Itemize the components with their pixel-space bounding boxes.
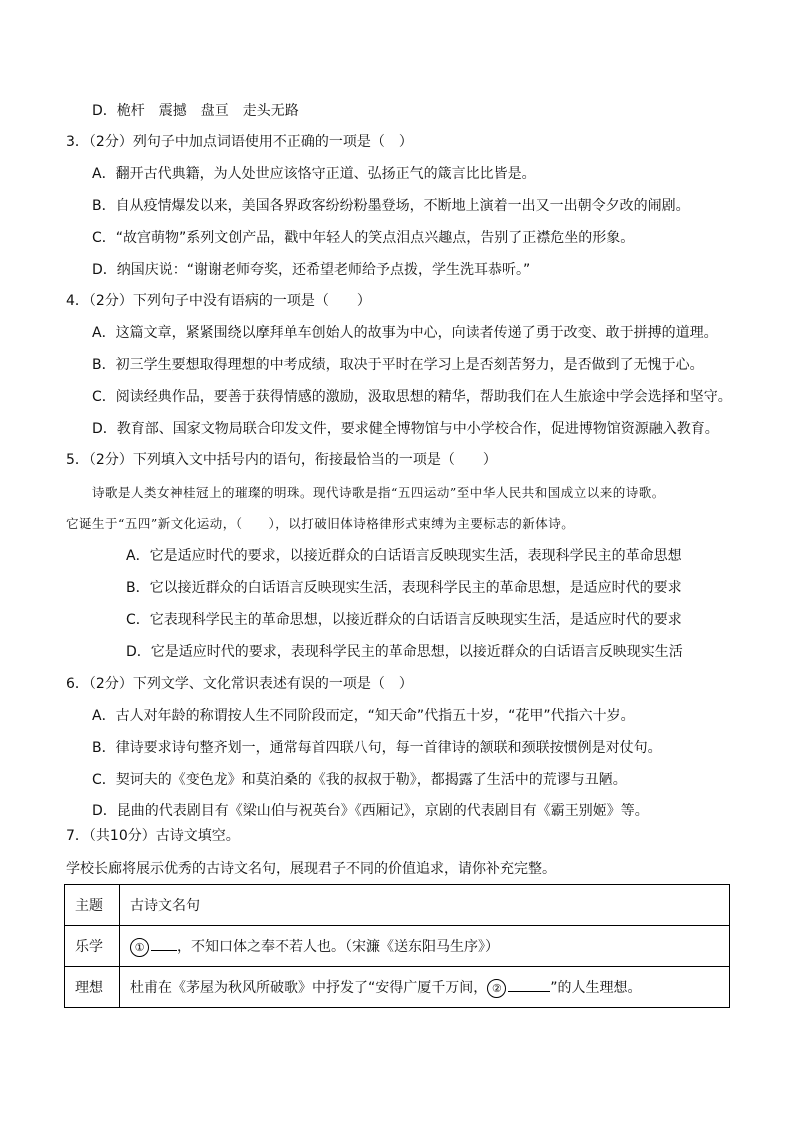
- row-text-prefix: 杜甫在《茅屋为秋风所破歌》中抒发了“安得广厦千万间，: [130, 979, 488, 996]
- row-theme: 乐学: [65, 926, 120, 967]
- q5-passage-line2: 它诞生于“五四”新文化运动，（ ），以打破旧体诗格律形式束缚为主要标志的新体诗。: [66, 516, 575, 531]
- q5-passage-line1: 诗歌是人类女神桂冠上的璀璨的明珠。现代诗歌是指“五四运动”至中华人民共和国成立以来的诗歌。: [92, 485, 665, 500]
- q3-stem: 3．（2分）列句子中加点词语使用不正确的一项是（ ）: [66, 134, 413, 150]
- q4-option-a: A．这篇文章，紧紧围绕以摩拜单车创始人的故事为中心，向读者传递了勇于改变、敢于拼搏的道理。: [92, 325, 718, 341]
- blank-number-1: ①: [130, 938, 149, 957]
- table-header-row: [65, 885, 730, 926]
- q3-option-b: B．自从疫情爆发以来，美国各界政客纷纷粉墨登场，不断地上演着一出又一出朝令夕改的闹剧。: [92, 198, 690, 214]
- q4-option-d: D．教育部、国家文物局联合印发文件，要求健全博物馆与中小学校合作，促进博物馆资源融入教育。: [92, 421, 719, 437]
- blank-number-2: ②: [487, 979, 506, 998]
- q5-option-b: B．它以接近群众的白话语言反映现实生活，表现科学民主的革命思想，是适应时代的要求: [126, 580, 682, 596]
- q3-option-c: C．“故宫萌物”系列文创产品，戳中年轻人的笑点泪点兴趣点，告别了正襟危坐的形象。: [92, 230, 635, 246]
- row-text: ，不知口体之奉不若人也。（宋濂《送东阳马生序》）: [177, 938, 499, 955]
- q4-option-b: B．初三学生要想取得理想的中考成绩，取决于平时在学习上是否刻苦努力，是否做到了无愧于心。: [92, 357, 704, 373]
- q6-stem: 6．（2分）下列文学、文化常识表述有误的一项是（ ）: [66, 676, 413, 692]
- table-row: [65, 926, 730, 967]
- q6-option-d: D．昆曲的代表剧目有《梁山伯与祝英台》《西厢记》，京剧的代表剧目有《霸王别姬》等。: [92, 803, 649, 819]
- q4-option-c: C．阅读经典作品，要善于获得情感的激励，汲取思想的精华，帮助我们在人生旅途中学会选择和坚守。: [92, 389, 732, 405]
- q4-stem: 4．（2分）下列句子中没有语病的一项是（ ）: [66, 293, 371, 309]
- table-row: [65, 967, 730, 1008]
- header-poem-line: 古诗文名句: [120, 885, 730, 926]
- poem-fill-table: [64, 884, 730, 1008]
- row-theme: 理想: [65, 967, 120, 1008]
- row-text-suffix: ”的人生理想。: [550, 979, 642, 996]
- q6-option-a: A．古人对年龄的称谓按人生不同阶段而定，“知天命”代指五十岁，“花甲”代指六十岁。: [92, 708, 635, 724]
- q2-option-d: D．桅杆 震撼 盘亘 走头无路: [92, 103, 299, 119]
- fill-blank-2[interactable]: [508, 991, 550, 992]
- q7-intro: 学校长廊将展示优秀的古诗文名句，展现君子不同的价值追求，请你补充完整。: [66, 861, 556, 877]
- q5-option-c: C．它表现科学民主的革命思想，以接近群众的白话语言反映现实生活，是适应时代的要求: [126, 612, 682, 628]
- q6-option-b: B．律诗要求诗句整齐划一，通常每首四联八句，每一首律诗的颔联和颈联按惯例是对仗句。: [92, 740, 662, 756]
- fill-blank-1[interactable]: [151, 950, 177, 951]
- q3-option-a: A．翻开古代典籍，为人处世应该恪守正道、弘扬正气的箴言比比皆是。: [92, 166, 536, 182]
- q5-stem: 5．（2分）下列填入文中括号内的语句，衔接最恰当的一项是（ ）: [66, 452, 497, 468]
- header-theme: 主题: [65, 885, 120, 926]
- q3-option-d: D．纳国庆说：“谢谢老师夸奖，还希望老师给予点拨，学生洗耳恭听。”: [92, 262, 531, 278]
- q5-option-a: A．它是适应时代的要求，以接近群众的白话语言反映现实生活，表现科学民主的革命思想: [126, 548, 682, 564]
- row-poem-line: [120, 926, 730, 967]
- row-poem-line: [120, 967, 730, 1008]
- q7-stem: 7．（共10分）古诗文填空。: [66, 828, 240, 844]
- q6-option-c: C．契诃夫的《变色龙》和莫泊桑的《我的叔叔于勒》，都揭露了生活中的荒谬与丑陋。: [92, 772, 627, 788]
- q5-option-d: D．它是适应时代的要求，表现科学民主的革命思想，以接近群众的白话语言反映现实生活: [126, 644, 683, 660]
